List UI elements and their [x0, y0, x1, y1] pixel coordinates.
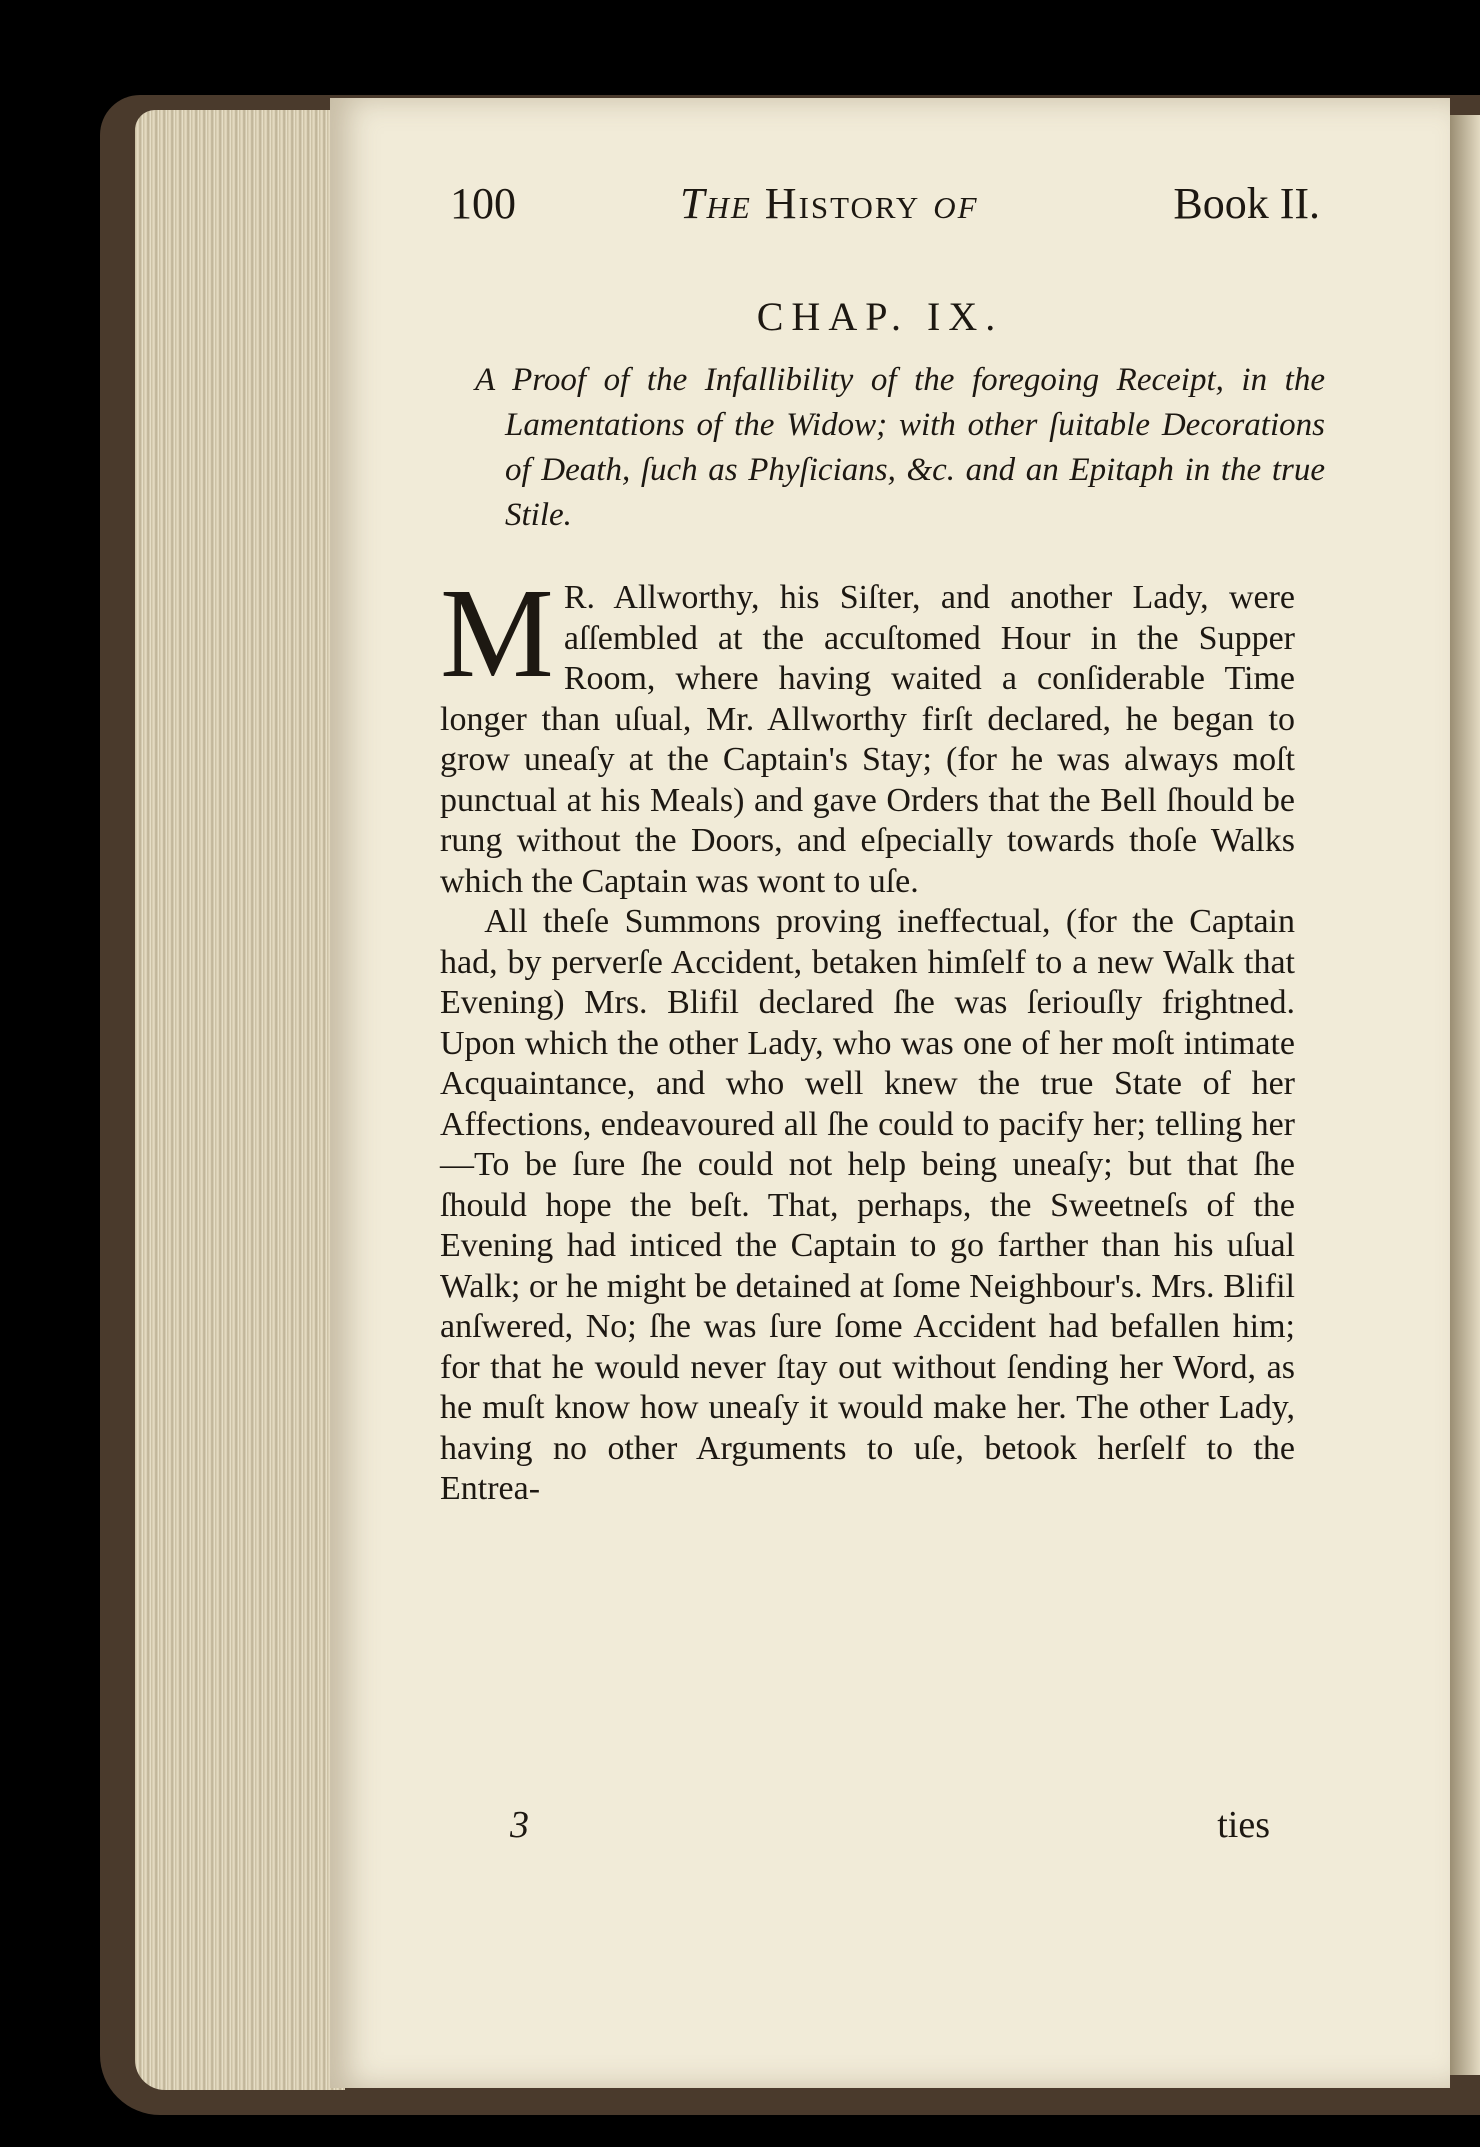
catchword: ties [1217, 1804, 1270, 1846]
facing-page-edge [1445, 115, 1480, 2075]
book-label: Book II. [1173, 179, 1320, 228]
drop-cap: M [440, 562, 554, 704]
paragraph-1-text: R. Allworthy, his Siſter, and another Lady, were aſſembled at the accuſtomed Hour in the Supper Room, where having waited a conſiderable Time longer than uſual, Mr. Allworthy firſt declared, he began to grow uneaſy at the Captain's Stay; (for he was always moſt punctual at his Meals) and gave Orders that the Bell ſhould be rung without the Doors, and eſpecially towards thoſe Walks which the Captain was wont to uſe. [440, 579, 1295, 900]
running-header [450, 178, 1320, 238]
running-title-of: of [933, 179, 979, 228]
running-title-the: The [680, 179, 752, 228]
page-number: 100 [450, 179, 516, 228]
running-title-history: History [764, 179, 921, 228]
page-footer [510, 1803, 1270, 1853]
body-text [440, 562, 1295, 1510]
paragraph-2: All theſe Summons proving ineffectual, (for the Captain had, by perverſe Accident, betaken himſelf to a new Walk that Evening) Mrs. Blifil declared ſhe was ſeriouſly frightned. Upon which the other Lady, who was one of her moſt intimate Acquaintance, and who well knew the true State of her Affections, endeavoured all ſhe could to pacify her; telling her—To be ſure ſhe could not help being uneaſy; but that ſhe ſhould hope the beſt. That, perhaps, the Sweetneſs of the Evening had inticed the Captain to go farther than his uſual Walk; or he might be detained at ſome Neighbour's. Mrs. Blifil anſwered, No; ſhe was ſure ſome Accident had befallen him; for that he would never ſtay out without ſending her Word, as he muſt know how uneaſy it would make her. The other Lady, having no other Arguments to uſe, betook herſelf to the Entrea- [440, 903, 1295, 1507]
paragraph-1 [440, 562, 1295, 902]
chapter-title: CHAP. IX. [756, 294, 1004, 339]
chapter-summary: A Proof of the Infallibility of the foregoing Receipt, in the Lamentations of the Widow; with other ſuitable Decorations of Death, ſuch as Phyſicians, &c. and an Epitaph in the true Stile. [475, 362, 1325, 533]
signature-mark: 3 [510, 1804, 529, 1846]
book-page [330, 98, 1450, 2088]
running-title [680, 178, 979, 229]
page-edges [135, 110, 345, 2090]
